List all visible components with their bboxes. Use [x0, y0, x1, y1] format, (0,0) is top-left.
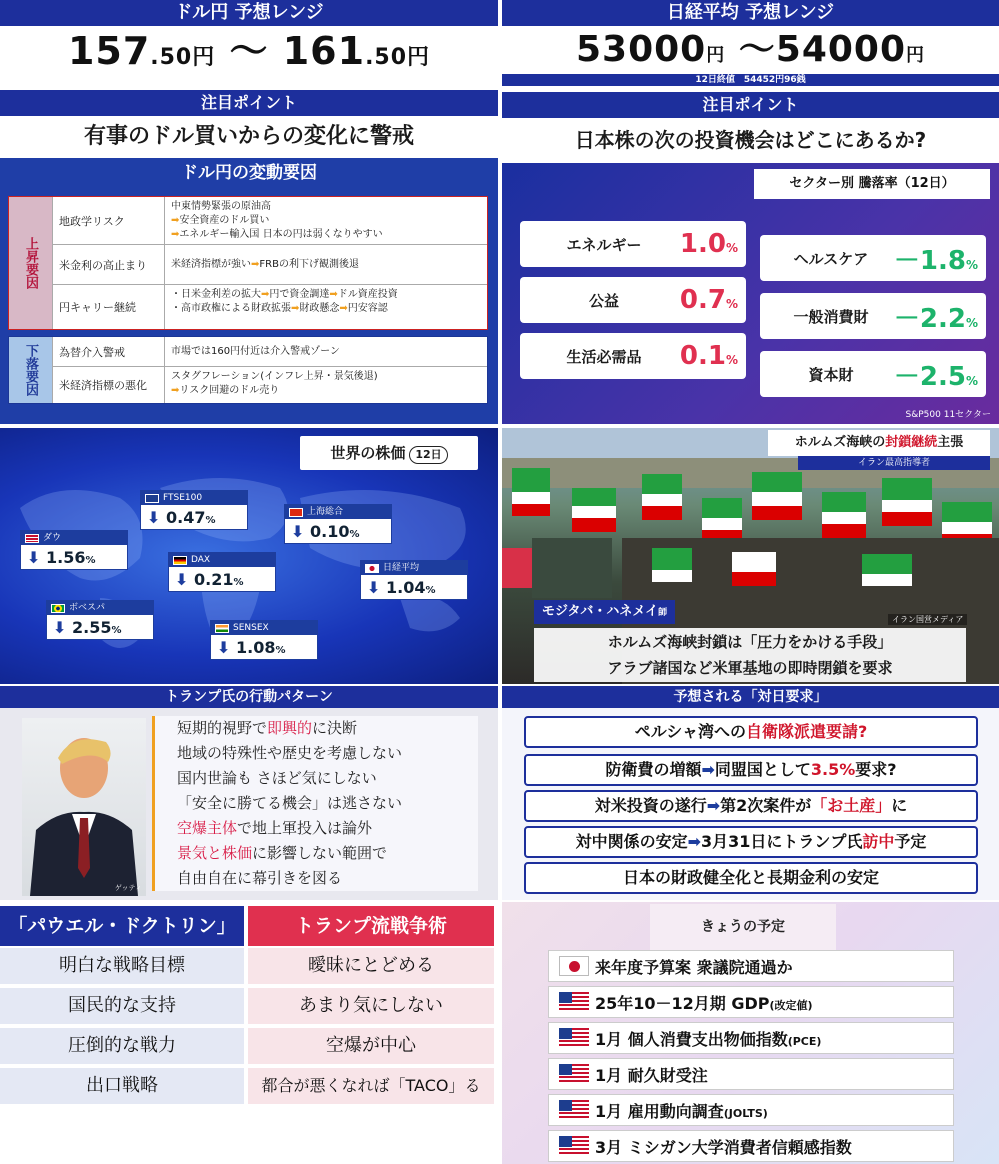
schedule-item: [548, 950, 954, 982]
down-arrow-icon: ⬇: [217, 638, 231, 657]
germany-flag-icon: [173, 556, 187, 565]
demand-text: に: [891, 796, 908, 815]
pattern-highlight: 空爆主体: [177, 819, 238, 837]
factor-row: [53, 285, 487, 329]
arrow-icon: ➡: [701, 760, 715, 779]
arrow-icon: ➡: [329, 289, 338, 300]
pattern-text: に影響しない範囲で: [252, 844, 388, 862]
usdjpy-title: ドル円 予想レンジ: [0, 0, 498, 26]
index-value: 1.04: [385, 578, 426, 597]
pattern-text: 短期的視野で: [177, 719, 268, 737]
usdjpy-range: [0, 26, 498, 76]
factor-desc: [165, 197, 487, 244]
index-unit: %: [275, 645, 286, 656]
sector-source: S&P500 11セクター: [905, 410, 991, 420]
pattern-item: [152, 766, 478, 791]
index-card-ftse: [140, 490, 248, 530]
trump-cell: 曖昧にとどめる: [248, 948, 494, 984]
pattern-text: 自由自在に幕引きを図る: [177, 869, 343, 887]
sector-name: 資本財: [808, 365, 854, 384]
nikkei-tilde: ～: [738, 29, 776, 70]
index-unit: %: [205, 515, 216, 526]
pattern-text: で地上軍投入は論外: [237, 819, 373, 837]
schedule-note: (PCE): [787, 1034, 822, 1048]
demand-text: 3月31日にトランプ氏: [700, 832, 863, 851]
factor-line: 円で資金調達: [269, 289, 330, 300]
sector-value: 1.0: [679, 229, 726, 259]
sector-card: [520, 277, 746, 323]
sector-title: セクター別 騰落率（12日）: [754, 169, 990, 199]
factor-line: リスク回避のドル売り: [179, 385, 280, 396]
hormuz-caption: [534, 628, 966, 682]
index-name: DAX: [191, 555, 211, 565]
sector-value: －2.2: [893, 303, 966, 334]
schedule-text: 3月 ミシガン大学消費者信頼感指数: [595, 1137, 852, 1157]
sector-card: [760, 235, 986, 281]
usdjpy-low: 157: [67, 29, 151, 73]
schedule-note: (改定値): [769, 998, 813, 1012]
demand-item: [524, 754, 978, 786]
index-unit: %: [425, 585, 436, 596]
down-arrow-icon: ⬇: [175, 570, 189, 589]
demands-head: 予想される「対日要求」: [502, 686, 999, 708]
hormuz-news-panel: [502, 428, 999, 684]
us-flag-icon: [559, 1064, 589, 1084]
index-card-dow: [20, 530, 128, 570]
pattern-item: [152, 816, 478, 841]
sector-unit: %: [965, 315, 978, 330]
usdjpy-point-head: 注目ポイント: [0, 90, 498, 116]
sector-name: ヘルスケア: [793, 249, 869, 268]
index-name: FTSE100: [163, 493, 203, 503]
index-unit: %: [85, 555, 96, 566]
schedule-item: [548, 1022, 954, 1054]
factor-label: 円キャリー継続: [53, 285, 165, 329]
factor-desc: [165, 285, 487, 329]
sector-name: 一般消費財: [793, 307, 869, 326]
schedule-item: [548, 986, 954, 1018]
index-value: 1.56: [45, 548, 86, 567]
arrow-icon: ➡: [291, 303, 300, 314]
uk-flag-icon: [145, 494, 159, 503]
factor-line: ・高市政権による財政拡張: [171, 303, 291, 314]
demand-highlight: 訪中: [862, 832, 895, 851]
speaker-name-badge: [534, 600, 675, 624]
schedule-item: [548, 1058, 954, 1090]
trump-cell: あまり気にしない: [248, 988, 494, 1024]
index-value: 0.21: [193, 570, 234, 589]
index-value: 0.47: [165, 508, 206, 527]
index-unit: %: [233, 577, 244, 588]
factor-line: FRBの利下げ観測後退: [259, 258, 359, 270]
demand-text: 日本の財政健全化と長期金利の安定: [622, 868, 879, 887]
factor-label: 米金利の高止まり: [53, 245, 165, 284]
trump-patterns-panel: [0, 686, 498, 900]
pattern-item: [152, 791, 478, 816]
sector-value: 0.1: [679, 341, 726, 371]
factor-row: [53, 367, 487, 403]
sector-name: 生活必需品: [566, 347, 642, 366]
down-arrow-icon: ⬇: [291, 522, 305, 541]
powell-cell: 国民的な支持: [0, 988, 244, 1024]
trump-photo: [22, 718, 146, 896]
schedule-text: 来年度予算案 衆議院通過か: [595, 957, 793, 977]
factor-line: 中東情勢緊張の原油高: [171, 201, 271, 212]
headline-part: ホルムズ海峡の: [794, 435, 886, 450]
sector-value: －2.5: [893, 361, 966, 392]
sector-unit: %: [965, 257, 978, 272]
us-flag-icon: [559, 992, 589, 1012]
china-flag-icon: [289, 508, 303, 517]
caption-line: ホルムズ海峡封鎖は「圧力をかける手段」: [607, 633, 893, 651]
trump-pattern-list: [152, 716, 478, 891]
factor-desc: [165, 367, 487, 403]
pattern-text: 「安全に勝てる機会」は逃さない: [177, 794, 403, 812]
demand-text: 予定: [894, 832, 927, 851]
headline-part: 主張: [937, 435, 964, 450]
schedule-title: きょうの予定: [650, 904, 836, 950]
schedule-panel: [502, 902, 999, 1164]
us-flag-icon: [559, 1100, 589, 1120]
pattern-item: [152, 741, 478, 766]
factor-line: エネルギー輸入国 日本の円は弱くなりやすい: [179, 229, 383, 240]
pattern-item: [152, 841, 478, 866]
schedule-text: 1月 個人消費支出物価指数: [595, 1029, 788, 1049]
usdjpy-point: 有事のドル買いからの変化に警戒: [83, 124, 414, 149]
factor-row: [53, 337, 487, 367]
world-date: 12日: [409, 446, 447, 464]
demand-item: [524, 826, 978, 858]
caption-line: アラブ諸国など米軍基地の即時閉鎖を要求: [607, 659, 893, 677]
sector-unit: %: [725, 353, 738, 367]
demand-item: [524, 716, 978, 748]
index-value: 2.55: [71, 618, 112, 637]
india-flag-icon: [215, 624, 229, 633]
us-flag-icon: [559, 1028, 589, 1048]
factor-line: ・日米金利差の拡大: [171, 289, 261, 300]
schedule-text: 1月 雇用動向調査: [595, 1101, 724, 1121]
factor-label: 為替介入警戒: [53, 337, 165, 366]
sector-name: 公益: [588, 291, 619, 310]
nikkei-low: 53000: [575, 29, 707, 70]
us-flag-icon: [559, 1136, 589, 1156]
trump-cell: 都合が悪くなれば「TACO」る: [248, 1068, 494, 1104]
world-title: [300, 436, 478, 470]
trump-cell: 空爆が中心: [248, 1028, 494, 1064]
speaker-suffix: 師: [658, 608, 668, 618]
demand-text: 同盟国として: [714, 760, 811, 779]
up-factors-table: [8, 196, 488, 330]
up-factors-label: 上昇要因: [9, 197, 53, 329]
arrow-icon: ➡: [251, 258, 260, 270]
sector-card: [760, 351, 986, 397]
powell-cell: 明白な戦略目標: [0, 948, 244, 984]
doctrine-comparison-panel: [0, 902, 498, 1110]
down-factors-label: 下落要因: [9, 337, 53, 403]
arrow-icon: ➡: [261, 289, 270, 300]
index-card-dax: [168, 552, 276, 592]
schedule-item: [548, 1094, 954, 1126]
sector-value: 0.7: [679, 285, 726, 315]
factor-desc: 市場では160円付近は介入警戒ゾーン: [171, 345, 340, 357]
sector-name: エネルギー: [566, 235, 642, 254]
down-arrow-icon: ⬇: [53, 618, 67, 637]
index-unit: %: [111, 625, 122, 636]
powell-doctrine-head: 「パウエル・ドクトリン」: [0, 906, 244, 946]
arrow-icon: ➡: [171, 215, 180, 226]
demand-text: ペルシャ湾への: [634, 722, 746, 741]
schedule-text: 1月 耐久財受注: [595, 1065, 708, 1085]
hormuz-headline: [768, 430, 990, 456]
yen-unit: 円: [906, 45, 926, 66]
nikkei-panel: [502, 0, 999, 424]
trump-head: トランプ氏の行動パターン: [0, 686, 498, 708]
factor-line: スタグフレーション(インフレ上昇・景気後退): [171, 371, 378, 382]
factor-line: ドル資産投資: [337, 289, 398, 300]
nikkei-range: [502, 26, 999, 74]
headline-highlight: 封鎖継続: [885, 435, 938, 450]
usdjpy-panel: [0, 0, 498, 424]
media-credit: イラン国営メディア: [888, 614, 967, 625]
world-stocks-panel: [0, 428, 498, 684]
nikkei-point: 日本株の次の投資機会はどこにあるか?: [574, 128, 927, 152]
index-name: ダウ: [43, 533, 62, 543]
factor-row: [53, 245, 487, 285]
demand-highlight: 「お土産」: [811, 796, 892, 815]
demand-highlight: 自衛隊派遣要請?: [745, 722, 868, 741]
yen-unit: 円: [706, 45, 726, 66]
demand-item: [524, 790, 978, 822]
factor-label: 米経済指標の悪化: [53, 367, 165, 403]
demand-text: 対中関係の安定: [575, 832, 688, 851]
sector-card: [520, 221, 746, 267]
arrow-icon: ➡: [687, 832, 701, 851]
pattern-highlight: 即興的: [267, 719, 313, 737]
arrow-icon: ➡: [171, 385, 180, 396]
brazil-flag-icon: [51, 604, 65, 613]
index-name: ボベスパ: [69, 603, 106, 613]
pattern-text: 地域の特殊性や歴史を考慮しない: [177, 744, 403, 762]
index-name: 上海総合: [307, 507, 344, 517]
sector-board: [502, 163, 999, 424]
demand-text: 防衛費の増額: [605, 760, 702, 779]
schedule-note: (JOLTS): [723, 1106, 768, 1120]
trump-tactics-head: トランプ流戦争術: [248, 906, 494, 946]
photo-credit: ゲッティ: [114, 884, 142, 892]
factor-line: 安全資産のドル買い: [179, 215, 270, 226]
usdjpy-low-dec: .50円: [150, 45, 216, 70]
schedule-text: 25年10－12月期 GDP: [595, 993, 770, 1013]
sector-value: －1.8: [893, 245, 966, 276]
speaker-name: モジタバ・ハネメイ: [542, 604, 659, 619]
nikkei-close: 12日終値 54452円96銭: [502, 74, 999, 86]
usdjpy-factors-head: ドル円の変動要因: [0, 158, 498, 188]
index-card-shanghai: [284, 504, 392, 544]
nikkei-point-head: 注目ポイント: [502, 92, 999, 118]
factor-line: 円安容認: [347, 303, 388, 314]
us-flag-icon: [25, 534, 39, 543]
pattern-text: 国内世論も さほど気にしない: [177, 769, 377, 787]
factor-desc: [165, 245, 487, 284]
pattern-item: [152, 716, 478, 741]
usdjpy-factors: [0, 188, 498, 424]
japan-demands-panel: [502, 686, 999, 900]
usdjpy-tilde: ～: [229, 29, 269, 73]
factor-row: [53, 197, 487, 245]
nikkei-high: 54000: [775, 29, 907, 70]
demand-text: 第2次案件が: [720, 796, 812, 815]
sector-card: [760, 293, 986, 339]
world-title-text: 世界の株価: [330, 444, 406, 462]
index-card-nikkei: [360, 560, 468, 600]
factor-label: 地政学リスク: [53, 197, 165, 244]
arrow-icon: ➡: [339, 303, 348, 314]
factor-line: 米経済指標が強い: [171, 258, 251, 270]
index-value: 1.08: [235, 638, 276, 657]
index-card-sensex: [210, 620, 318, 660]
down-arrow-icon: ⬇: [367, 578, 381, 597]
demand-text: 要求?: [855, 760, 897, 779]
index-name: SENSEX: [233, 623, 269, 633]
powell-cell: 圧倒的な戦力: [0, 1028, 244, 1064]
hormuz-subheadline: イラン最高指導者: [798, 456, 990, 470]
pattern-text: に決断: [312, 719, 358, 737]
portrait-image: [22, 718, 146, 896]
usdjpy-high: 161: [282, 29, 366, 73]
japan-flag-icon: [365, 564, 379, 573]
powell-cell: 出口戦略: [0, 1068, 244, 1104]
arrow-icon: ➡: [706, 796, 721, 815]
pattern-item: [152, 866, 478, 891]
down-factors-table: [8, 336, 488, 404]
demand-text: 対米投資の遂行: [594, 796, 707, 815]
arrow-icon: ➡: [171, 229, 180, 240]
usdjpy-high-dec: .50円: [365, 45, 431, 70]
sector-unit: %: [725, 241, 738, 255]
down-arrow-icon: ⬇: [27, 548, 41, 567]
schedule-item: [548, 1130, 954, 1162]
down-arrow-icon: ⬇: [147, 508, 161, 527]
sector-unit: %: [725, 297, 738, 311]
sector-unit: %: [965, 373, 978, 388]
index-unit: %: [349, 529, 360, 540]
demand-item: [524, 862, 978, 894]
index-card-bovespa: [46, 600, 154, 640]
index-name: 日経平均: [383, 563, 420, 573]
sector-card: [520, 333, 746, 379]
demand-highlight: 3.5%: [810, 760, 856, 779]
japan-flag-icon: [559, 956, 589, 976]
index-value: 0.10: [309, 522, 350, 541]
nikkei-title: 日経平均 予想レンジ: [502, 0, 999, 26]
pattern-highlight: 景気と株価: [177, 844, 253, 862]
factor-line: 財政懸念: [299, 303, 340, 314]
